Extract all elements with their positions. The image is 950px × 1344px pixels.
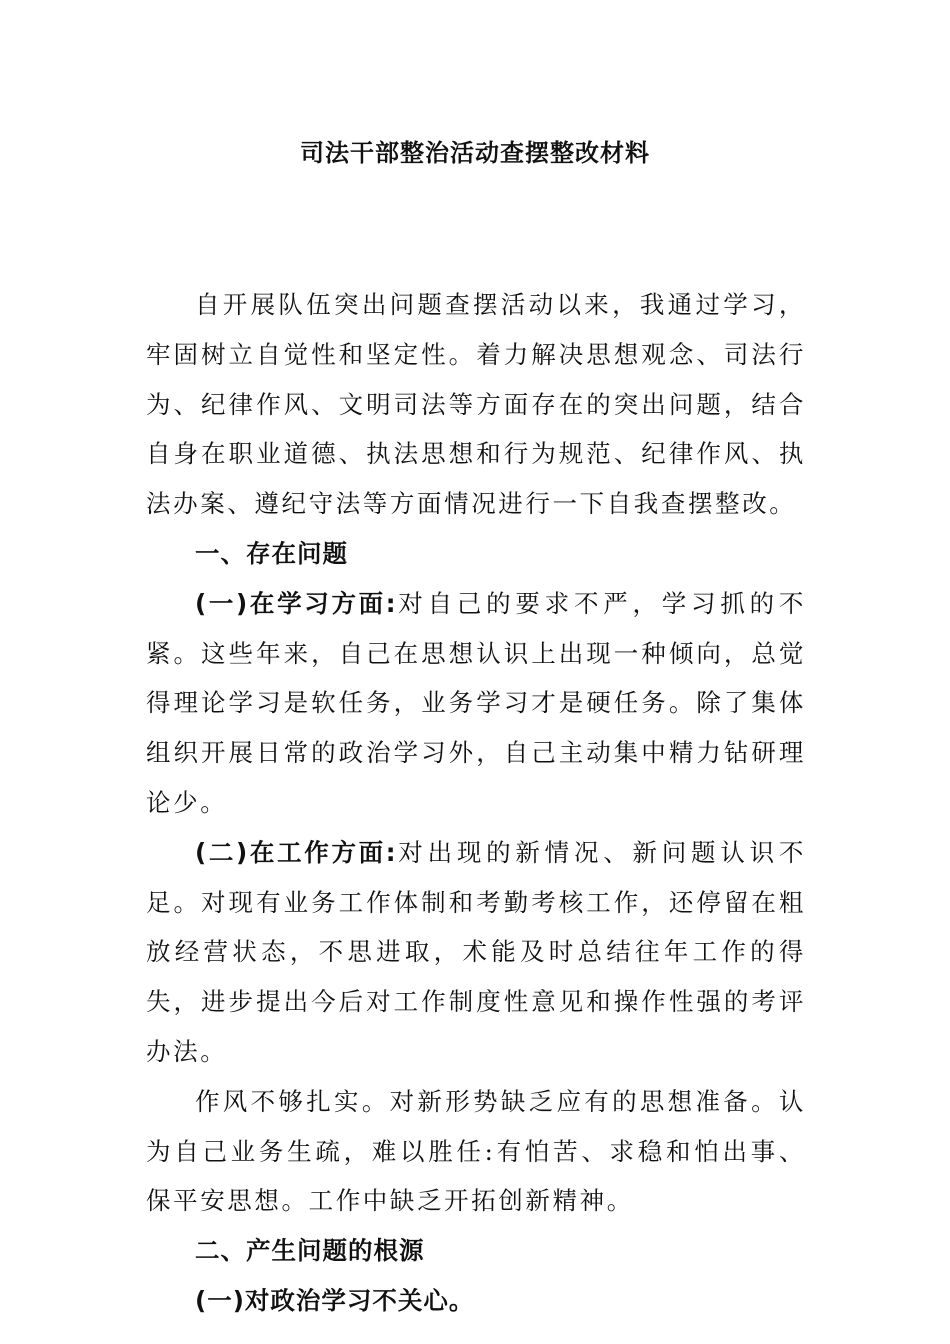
- item-work-paragraph: [146, 828, 806, 1077]
- section-heading-problems: 一、存在问题: [195, 538, 348, 568]
- document-title: 司法干部整治活动查摆整改材料: [300, 139, 650, 167]
- style-paragraph: 作风不够扎实。对新形势缺乏应有的思想准备。认为自己业务生疏，难以胜任:有怕苦、求稳和怕出事、保平安思想。工作中缺乏开拓创新精神。: [146, 1086, 806, 1216]
- item-study-lead: (一)在学习方面:: [195, 588, 397, 618]
- item-work-text: 对出现的新情况、新问题认识不足。对现有业务工作体制和考勤考核工作，还停留在粗放经营状态，不思进取，术能及时总结往年工作的得失，进步提出今后对工作制度性意见和操作性强的考评办法。: [146, 837, 806, 1066]
- roots-item-1: (一)对政治学习不关心。: [195, 1285, 475, 1315]
- document-body: [146, 280, 806, 1326]
- item-study-paragraph: [146, 579, 806, 828]
- item-work-lead: (二)在工作方面:: [195, 837, 397, 867]
- section-heading-roots: 二、产生问题的根源: [195, 1236, 425, 1266]
- item-study-text: 对自己的要求不严，学习抓的不紧。这些年来，自己在思想认识上出现一种倾向，总觉得理论学习是软任务，业务学习才是硬任务。除了集体组织开展日常的政治学习外，自己主动集中精力钻研理论少。: [146, 588, 806, 817]
- intro-paragraph: 自开展队伍突出问题查摆活动以来，我通过学习，牢固树立自觉性和坚定性。着力解决思想观念、司法行为、纪律作风、文明司法等方面存在的突出问题，结合自身在职业道德、执法思想和行为规范、纪律作风、执法办案、遵纪守法等方面情况进行一下自我查摆整改。: [146, 290, 806, 519]
